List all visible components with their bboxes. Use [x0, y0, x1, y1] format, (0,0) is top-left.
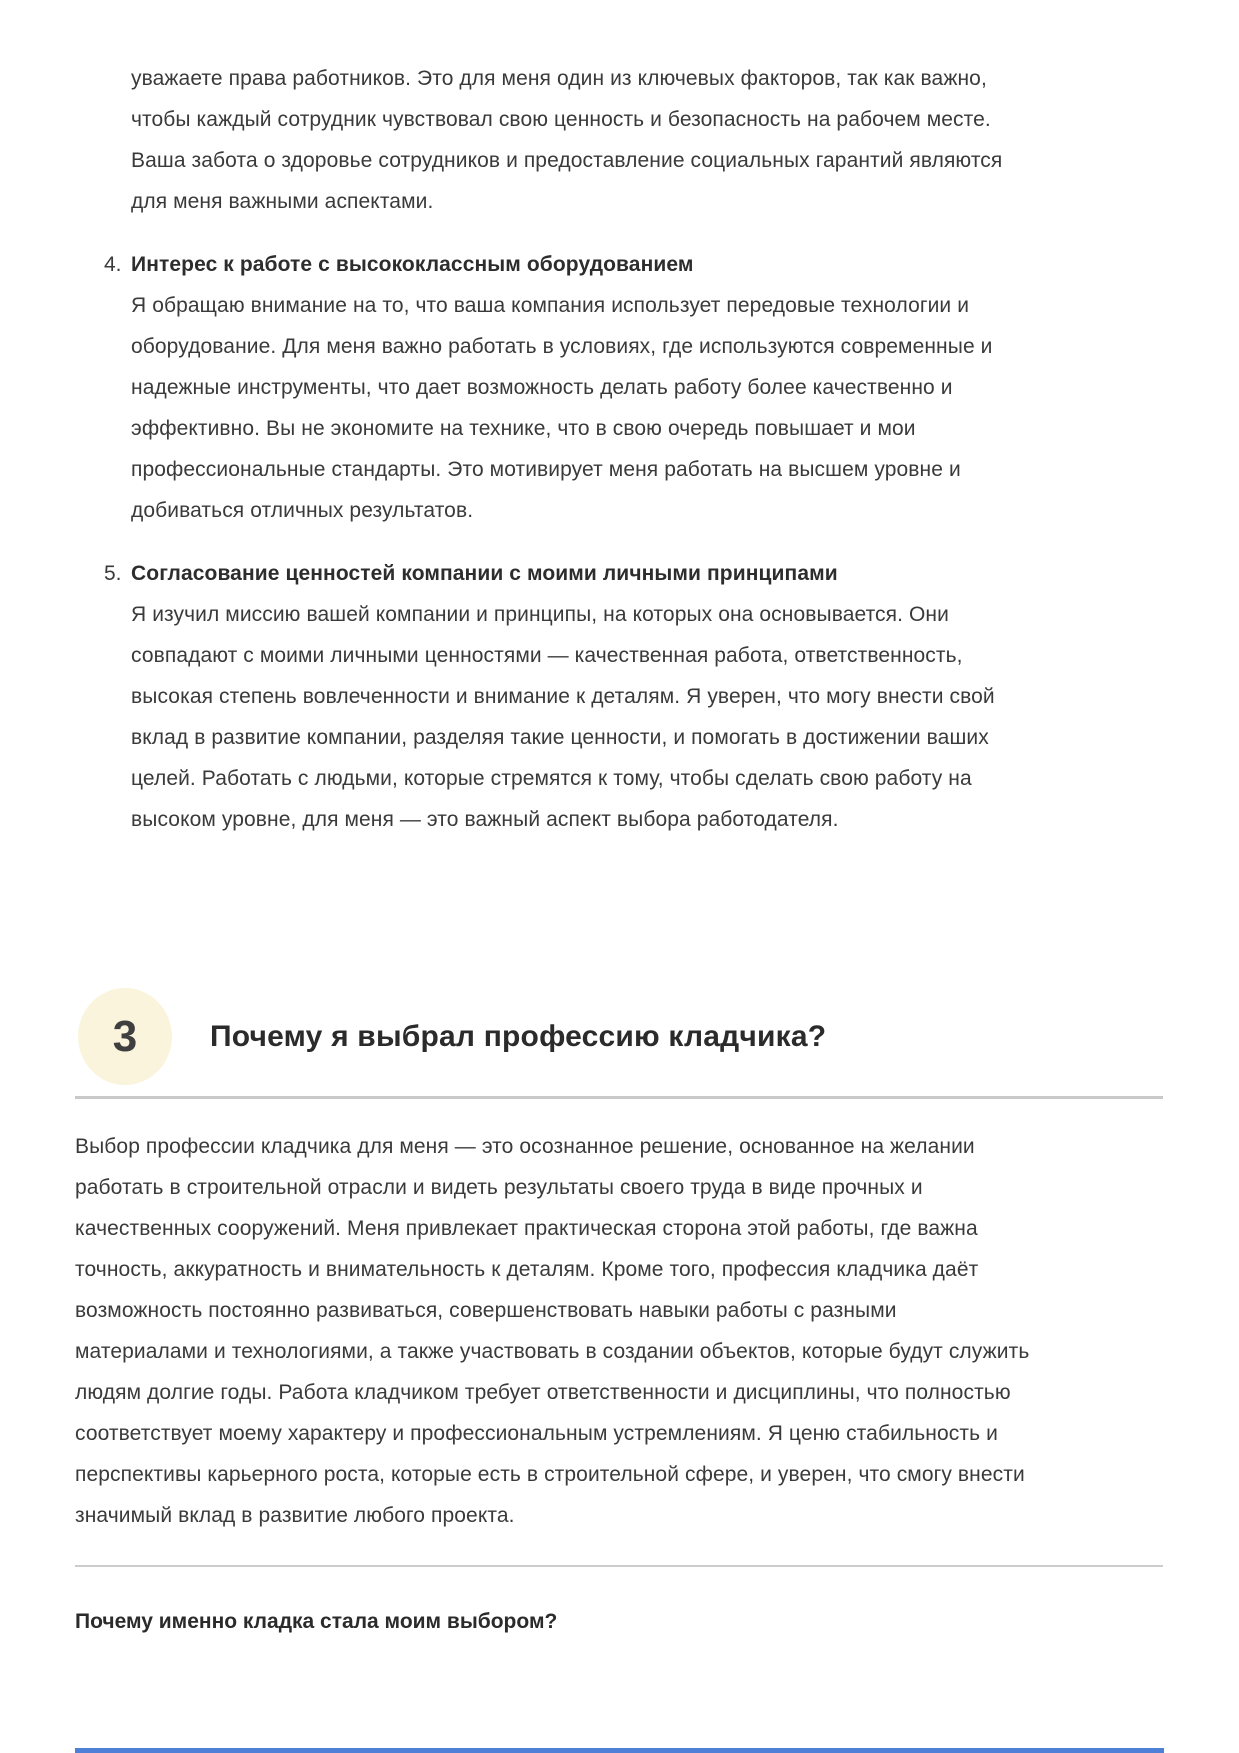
- next-section-accent-bar: [75, 1748, 1164, 1753]
- subsection-heading: Почему именно кладка стала моим выбором?: [75, 1610, 558, 1633]
- list-item-title: Согласование ценностей компании с моими личными принципами: [131, 562, 838, 585]
- list-item-title: Интерес к работе с высококлассным оборудованием: [131, 253, 694, 276]
- section-number-badge: [78, 988, 172, 1085]
- section-header: [75, 988, 1163, 1085]
- section-title: Почему я выбрал профессию кладчика?: [210, 1019, 827, 1053]
- list-item-content: [131, 244, 1033, 531]
- list-item-number: 5.: [104, 562, 122, 585]
- section-divider: [75, 1096, 1163, 1099]
- section-paragraph: Выбор профессии кладчика для меня — это осознанное решение, основанное на желании работать в строительной отрасли и видеть результаты своего труда в виде прочных и качественных сооружений. Меня привлекает практическая сторона этой работы, где важна точность, аккуратность и внимательность к деталям. Кроме того, профессия кладчика даёт возможность постоянно развиваться, совершенствовать навыки работы с разными материалами и технологиями, а также участвовать в создании объектов, которые будут служить людям долгие годы. Работа кладчиком требует ответственности и дисциплины, что полностью соответствует моему характеру и профессиональным устремлениям. Я ценю стабильность и перспективы карьерного роста, которые есть в строительной сфере, и уверен, что смогу внести значимый вклад в развитие любого проекта.: [75, 1135, 1030, 1527]
- list-item-number: 4.: [104, 253, 122, 276]
- list-item: [75, 244, 1163, 531]
- list-item-body: Я обращаю внимание на то, что ваша компания использует передовые технологии и оборудование. Для меня важно работать в условиях, где используются современные и надежные инструменты, что дает возможность делать работу более качественно и эффективно. Вы не экономите на технике, что в свою очередь повышает и мои профессиональные стандарты. Это мотивирует меня работать на высшем уровне и добиваться отличных результатов.: [131, 294, 993, 522]
- list-item-body: Я изучил миссию вашей компании и принципы, на которых она основывается. Они совпадают с моими личными ценностями — качественная работа, ответственность, высокая степень вовлеченности и внимание к деталям. Я уверен, что могу внести свой вклад в развитие компании, разделяя такие ценности, и помогать в достижении ваших целей. Работать с людьми, которые стремятся к тому, чтобы сделать свою работу на высоком уровне, для меня — это важный аспект выбора работодателя.: [131, 603, 995, 831]
- continued-paragraph: уважаете права работников. Это для меня один из ключевых факторов, так как важно, чтобы каждый сотрудник чувствовал свою ценность и безопасность на рабочем месте. Ваша забота о здоровье сотрудников и предоставление социальных гарантий являются для меня важными аспектами.: [131, 67, 1003, 213]
- content-divider: [75, 1565, 1163, 1567]
- list-item-content: [131, 553, 1033, 840]
- section-number: 3: [112, 1011, 138, 1061]
- list-item: [75, 553, 1163, 840]
- numbered-list: [75, 244, 1163, 840]
